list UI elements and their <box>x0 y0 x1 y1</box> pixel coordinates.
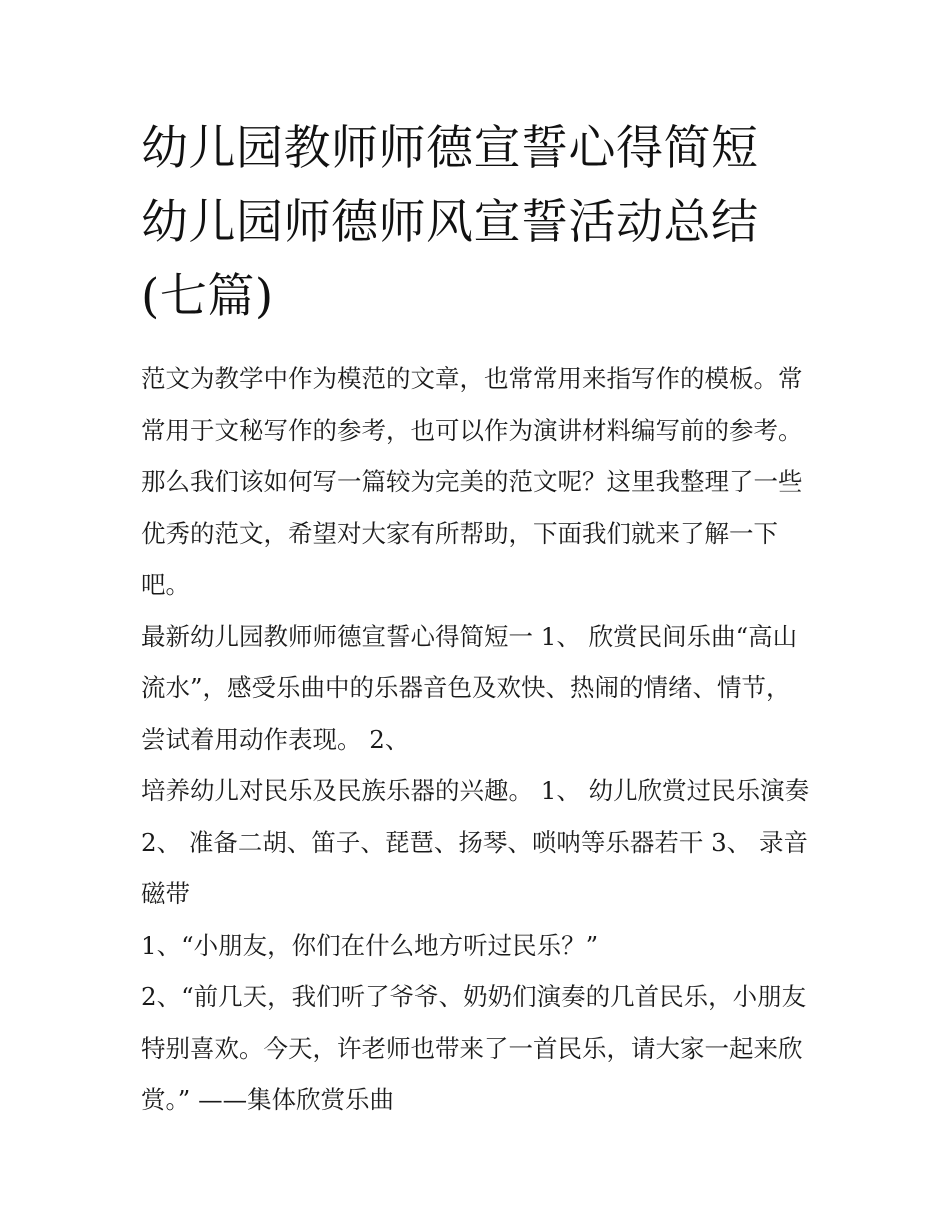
step-paragraph <box>141 920 821 972</box>
text-line: 吧。 <box>141 570 190 599</box>
text-line: 常用于文秘写作的参考，也可以作为演讲材料编写前的参考。 <box>141 415 803 445</box>
text-line: 特别喜欢。今天，许老师也带来了一首民乐，请大家一起来欣 <box>141 1033 803 1063</box>
text-line: 2、“前几天，我们听了爷爷、奶奶们演奏的几首民乐，小朋友 <box>141 982 807 1011</box>
step-paragraph <box>141 971 821 1126</box>
intro-paragraph <box>141 353 821 611</box>
text-line: 1、“小朋友，你们在什么地方听过民乐？” <box>141 930 599 960</box>
text-line: 2、 准备二胡、笛子、琵琶、扬琴、唢呐等乐器若干 3、 录音 <box>141 827 809 857</box>
text-line: 那么我们该如何写一篇较为完美的范文呢？这里我整理了一些 <box>141 467 803 496</box>
title-line: 幼儿园师德师风宣誓活动总结 <box>141 195 759 250</box>
text-line: 优秀的范文，希望对大家有所帮助，下面我们就来了解一下 <box>141 518 778 548</box>
text-line: 磁带 <box>141 879 190 908</box>
title-line: 幼儿园教师师德宣誓心得简短 <box>141 121 759 176</box>
text-line: 赏。” ——集体欣赏乐曲 <box>141 1085 395 1114</box>
text-line: 培养幼儿对民乐及民族乐器的兴趣。 1、 幼儿欣赏过民乐演奏 <box>141 776 810 805</box>
section-paragraph <box>141 611 821 766</box>
document-title <box>141 112 821 334</box>
document-body <box>141 353 821 1126</box>
preparation-paragraph <box>141 765 821 920</box>
text-line: 尝试着用动作表现。 2、 <box>141 724 410 754</box>
text-line: 流水”，感受乐曲中的乐器音色及欢快、热闹的情绪、情节， <box>141 673 791 702</box>
title-line: (七篇) <box>141 269 274 324</box>
text-line: 范文为教学中作为模范的文章，也常常用来指写作的模板。常 <box>141 364 803 393</box>
text-line: 最新幼儿园教师师德宣誓心得简短一 1、 欣赏民间乐曲“高山 <box>141 621 798 651</box>
